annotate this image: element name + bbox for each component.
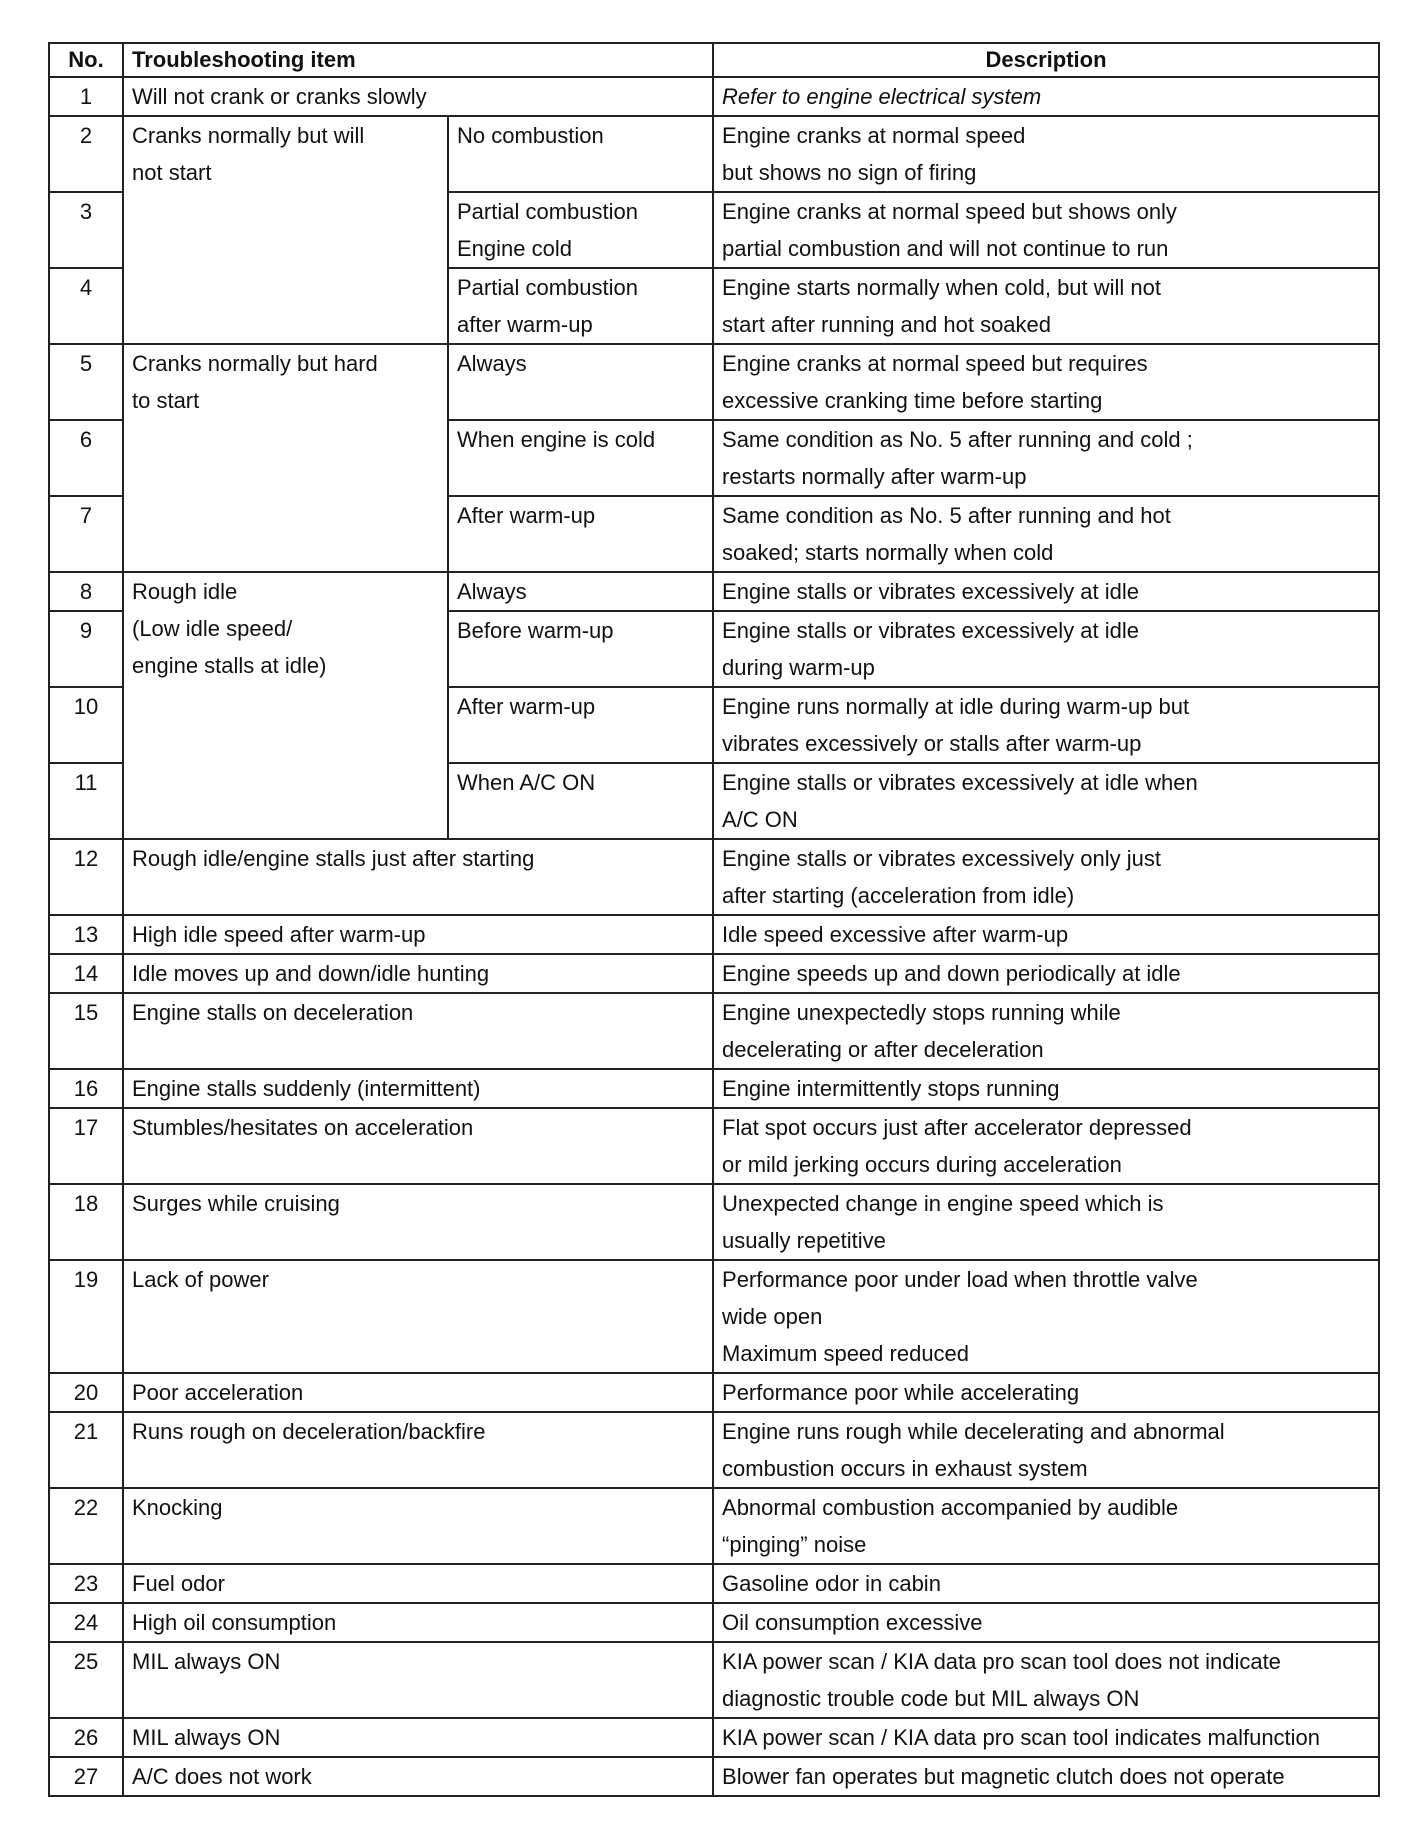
row-sub-item: After warm-up <box>448 496 713 572</box>
row-no: 16 <box>49 1069 123 1108</box>
row-no: 2 <box>49 116 123 192</box>
row-item: High idle speed after warm-up <box>123 915 713 954</box>
row-description: KIA power scan / KIA data pro scan tool indicates malfunction <box>713 1718 1379 1757</box>
table-row <box>49 1642 1379 1718</box>
table-row <box>49 1260 1379 1373</box>
row-description: Idle speed excessive after warm-up <box>713 915 1379 954</box>
row-sub-item: Partial combustion after warm-up <box>448 268 713 344</box>
table-row <box>49 954 1379 993</box>
row-no: 18 <box>49 1184 123 1260</box>
row-no: 3 <box>49 192 123 268</box>
row-description: Engine runs rough while decelerating and abnormal combustion occurs in exhaust system <box>713 1412 1379 1488</box>
row-item: Stumbles/hesitates on acceleration <box>123 1108 713 1184</box>
row-description: Engine starts normally when cold, but will not start after running and hot soaked <box>713 268 1379 344</box>
row-description: Engine stalls or vibrates excessively at idle when A/C ON <box>713 763 1379 839</box>
row-no: 15 <box>49 993 123 1069</box>
row-sub-item: When A/C ON <box>448 763 713 839</box>
row-no: 27 <box>49 1757 123 1796</box>
row-no: 17 <box>49 1108 123 1184</box>
row-group-item: Rough idle (Low idle speed/ engine stalls at idle) <box>123 572 448 839</box>
header-description: Description <box>713 43 1379 77</box>
row-item: Knocking <box>123 1488 713 1564</box>
troubleshooting-table <box>48 42 1380 1797</box>
row-no: 4 <box>49 268 123 344</box>
row-no: 20 <box>49 1373 123 1412</box>
header-no: No. <box>49 43 123 77</box>
table-row <box>49 77 1379 116</box>
table-row <box>49 1564 1379 1603</box>
row-no: 11 <box>49 763 123 839</box>
table-row <box>49 1757 1379 1796</box>
row-sub-item: When engine is cold <box>448 420 713 496</box>
table-row <box>49 1488 1379 1564</box>
row-item: Lack of power <box>123 1260 713 1373</box>
table-header-row <box>49 43 1379 77</box>
row-item: Runs rough on deceleration/backfire <box>123 1412 713 1488</box>
row-no: 25 <box>49 1642 123 1718</box>
row-no: 10 <box>49 687 123 763</box>
row-description: Performance poor under load when throttle valve wide open Maximum speed reduced <box>713 1260 1379 1373</box>
table-row <box>49 1603 1379 1642</box>
row-sub-item: Partial combustion Engine cold <box>448 192 713 268</box>
row-description: Engine runs normally at idle during warm-up but vibrates excessively or stalls after warm-up <box>713 687 1379 763</box>
row-description: Flat spot occurs just after accelerator depressed or mild jerking occurs during acceleration <box>713 1108 1379 1184</box>
row-item: Engine stalls on deceleration <box>123 993 713 1069</box>
row-item: A/C does not work <box>123 1757 713 1796</box>
table-row <box>49 572 1379 611</box>
row-no: 22 <box>49 1488 123 1564</box>
row-description: Performance poor while accelerating <box>713 1373 1379 1412</box>
row-sub-item: No combustion <box>448 116 713 192</box>
row-no: 26 <box>49 1718 123 1757</box>
table-row <box>49 1373 1379 1412</box>
row-description: Engine cranks at normal speed but shows no sign of firing <box>713 116 1379 192</box>
row-no: 14 <box>49 954 123 993</box>
header-troubleshooting-item: Troubleshooting item <box>123 43 713 77</box>
row-item: Idle moves up and down/idle hunting <box>123 954 713 993</box>
table-row <box>49 993 1379 1069</box>
row-no: 13 <box>49 915 123 954</box>
row-description: Oil consumption excessive <box>713 1603 1379 1642</box>
row-description: Unexpected change in engine speed which is usually repetitive <box>713 1184 1379 1260</box>
row-sub-item: Always <box>448 344 713 420</box>
row-no: 12 <box>49 839 123 915</box>
row-sub-item: Before warm-up <box>448 611 713 687</box>
row-description: Same condition as No. 5 after running and hot soaked; starts normally when cold <box>713 496 1379 572</box>
row-description: Engine cranks at normal speed but shows only partial combustion and will not continue to run <box>713 192 1379 268</box>
row-description: Engine unexpectedly stops running while decelerating or after deceleration <box>713 993 1379 1069</box>
row-group-item: Cranks normally but will not start <box>123 116 448 344</box>
row-no: 9 <box>49 611 123 687</box>
row-item: Fuel odor <box>123 1564 713 1603</box>
row-item: Will not crank or cranks slowly <box>123 77 713 116</box>
row-description: Engine cranks at normal speed but requires excessive cranking time before starting <box>713 344 1379 420</box>
table-row <box>49 116 1379 192</box>
row-description: KIA power scan / KIA data pro scan tool does not indicate diagnostic trouble code but MIL always ON <box>713 1642 1379 1718</box>
table-row <box>49 915 1379 954</box>
table-row <box>49 1412 1379 1488</box>
row-no: 6 <box>49 420 123 496</box>
row-item: Surges while cruising <box>123 1184 713 1260</box>
row-description: Refer to engine electrical system <box>713 77 1379 116</box>
row-item: MIL always ON <box>123 1642 713 1718</box>
table-row <box>49 1718 1379 1757</box>
row-description: Engine speeds up and down periodically at idle <box>713 954 1379 993</box>
row-no: 8 <box>49 572 123 611</box>
row-sub-item: Always <box>448 572 713 611</box>
row-description: Engine stalls or vibrates excessively at idle <box>713 572 1379 611</box>
table-row <box>49 1184 1379 1260</box>
row-description: Abnormal combustion accompanied by audible “pinging” noise <box>713 1488 1379 1564</box>
row-description: Same condition as No. 5 after running and cold ; restarts normally after warm-up <box>713 420 1379 496</box>
row-sub-item: After warm-up <box>448 687 713 763</box>
row-item: Engine stalls suddenly (intermittent) <box>123 1069 713 1108</box>
row-description: Engine stalls or vibrates excessively at idle during warm-up <box>713 611 1379 687</box>
row-no: 21 <box>49 1412 123 1488</box>
row-description: Gasoline odor in cabin <box>713 1564 1379 1603</box>
row-no: 5 <box>49 344 123 420</box>
table-row <box>49 344 1379 420</box>
row-no: 19 <box>49 1260 123 1373</box>
row-description: Engine stalls or vibrates excessively only just after starting (acceleration from idle) <box>713 839 1379 915</box>
row-item: High oil consumption <box>123 1603 713 1642</box>
troubleshooting-sheet <box>48 42 1378 1797</box>
row-item: MIL always ON <box>123 1718 713 1757</box>
table-row <box>49 1069 1379 1108</box>
row-no: 7 <box>49 496 123 572</box>
table-row <box>49 839 1379 915</box>
row-group-item: Cranks normally but hard to start <box>123 344 448 572</box>
row-item: Rough idle/engine stalls just after starting <box>123 839 713 915</box>
row-item: Poor acceleration <box>123 1373 713 1412</box>
row-no: 24 <box>49 1603 123 1642</box>
table-row <box>49 1108 1379 1184</box>
row-description: Engine intermittently stops running <box>713 1069 1379 1108</box>
row-description: Blower fan operates but magnetic clutch does not operate <box>713 1757 1379 1796</box>
row-no: 23 <box>49 1564 123 1603</box>
row-no: 1 <box>49 77 123 116</box>
